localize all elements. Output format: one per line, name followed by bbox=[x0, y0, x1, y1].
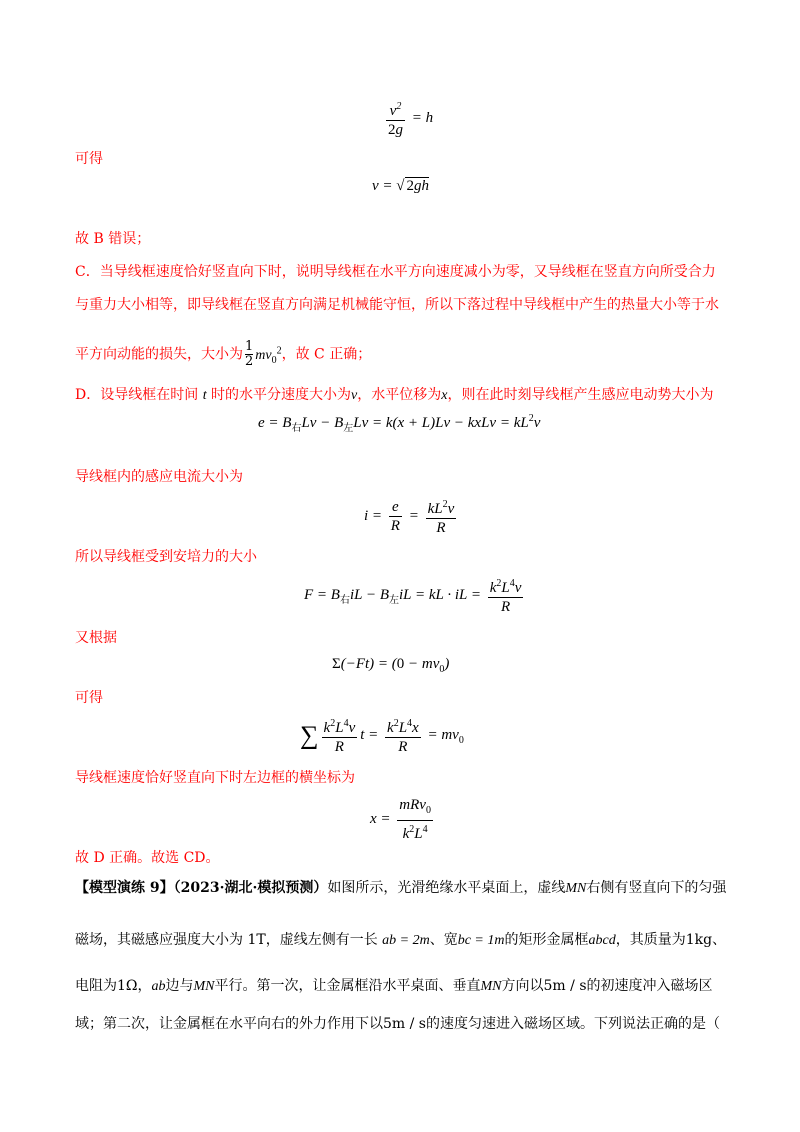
text-force-intro: 所以导线框受到安培力的大小 bbox=[75, 549, 257, 565]
text-d-line-b: 时的水平分速度大小为 bbox=[211, 387, 352, 403]
problem-line4 bbox=[75, 1014, 720, 1034]
text-d-line-d: ，则在此时刻导线框产生感应电动势大小为 bbox=[447, 387, 714, 403]
text-keyi-2: 可得 bbox=[75, 690, 103, 706]
fraction-one-half: $\frac{1}{2}$ bbox=[245, 339, 254, 369]
math-speed-1: 5m / s bbox=[543, 978, 587, 994]
text-d-line bbox=[75, 385, 713, 406]
text-d-line-c: ，水平位移为 bbox=[357, 387, 442, 403]
math-mv0-squared: $mv_0^2$ bbox=[255, 344, 282, 366]
problem-text8: 电阻为1Ω， bbox=[75, 978, 152, 994]
text-current-intro: 导线框内的感应电流大小为 bbox=[75, 469, 243, 485]
math-bc-val: bc = 1m bbox=[457, 933, 505, 948]
text-c-line1: C．当导线框速度恰好竖直向下时，说明导线框在水平方向速度减小为零，又导线框在竖直方向所受合力 bbox=[75, 264, 716, 280]
problem-text11: 方向以 bbox=[501, 978, 544, 994]
equation-sum: ∑ $\frac{k^2L^4v}{R}$ t = $\frac{k^2L^4x}{R}$ = $mv_0$ bbox=[300, 715, 464, 756]
fraction-x: $\frac{mRv_0}{k^2L^4}$ bbox=[399, 797, 431, 842]
problem-line2 bbox=[75, 930, 726, 951]
equation-energy: $\frac{v^2}{2g}$ = h bbox=[383, 98, 433, 139]
math-ab: ab bbox=[151, 979, 166, 994]
problem-text14: 的速度匀速进入磁场区域。下列说法正确的是（ bbox=[425, 1016, 720, 1032]
text-coord-intro: 导线框速度恰好竖直向下时左边框的横坐标为 bbox=[75, 770, 355, 786]
text-c-line3-a: 平方向动能的损失，大小为 bbox=[75, 346, 243, 363]
fraction-kl2v-over-r: $\frac{kL^2v}{R}$ bbox=[426, 496, 457, 537]
problem-line3 bbox=[75, 976, 713, 997]
problem-text4: 、宽 bbox=[429, 932, 458, 948]
problem-text5: 的矩形金属框 bbox=[504, 932, 589, 948]
fraction-sum-1: $\frac{k^2L^4v}{R}$ bbox=[322, 715, 358, 756]
problem-text6: ，其质量为 bbox=[615, 932, 686, 948]
equation-emf: $e = B_右Lv - B_左Lv = k(x + L)Lv$ − kxLv = $kL^2v$ bbox=[258, 413, 541, 434]
problem-source: （2023·湖北·模拟预测） bbox=[173, 880, 328, 896]
math-x: x bbox=[441, 388, 448, 403]
text-c-line2: 与重力大小相等，即导线框在竖直方向满足机械能守恒，所以下落过程中导线框中产生的热量大小等于水 bbox=[75, 297, 719, 313]
equation-current: i = $\frac{e}{R}$ = $\frac{kL^2v}{R}$ bbox=[364, 496, 459, 537]
math-t: t bbox=[202, 388, 207, 403]
text-again: 又根据 bbox=[75, 630, 117, 646]
text-keyi-1: 可得 bbox=[75, 151, 103, 167]
problem-text3: 磁场，其磁感应强度大小为 1T，虚线左侧有一长 bbox=[75, 932, 378, 948]
text-d-line-a: D．设导线框在时间 bbox=[75, 387, 199, 403]
fraction-sum-2: $\frac{k^2L^4x}{R}$ bbox=[385, 715, 421, 756]
equation-force: $F = B_右iL - B_左iL$ = kL · iL = $\frac{k^2L^4v}{R}$ bbox=[304, 575, 526, 616]
equation-impulse: $\Sigma(-Ft) = (0 - mv_0)$ bbox=[332, 656, 450, 675]
problem-text12: 的初速度冲入磁场区 bbox=[586, 978, 713, 994]
math-ab-val: ab = 2m bbox=[382, 933, 430, 948]
fraction-v2-over-2g: $\frac{v^2}{2g}$ bbox=[386, 98, 405, 139]
math-mn-3: MN bbox=[480, 979, 502, 994]
math-speed-2: 5m / s bbox=[383, 1016, 426, 1032]
problem-line1 bbox=[75, 878, 726, 899]
math-abcd: abcd bbox=[588, 933, 616, 948]
math-mass: 1kg bbox=[685, 932, 713, 948]
problem-text10: 平行。第一次，让金属框沿水平桌面、垂直 bbox=[214, 978, 481, 994]
problem-tag: 【模型演练 9】 bbox=[75, 880, 174, 896]
equation-x: x = $\frac{mRv_0}{k^2L^4}$ bbox=[370, 797, 431, 842]
text-c-line3-b: ，故 C 正确； bbox=[281, 346, 372, 363]
problem-text2: 右侧有竖直向下的匀强 bbox=[586, 880, 727, 896]
equation-velocity: v = √ 2gh bbox=[372, 178, 430, 194]
text-b-wrong: 故 B 错误； bbox=[75, 231, 151, 247]
problem-text1: 如图所示，光滑绝缘水平桌面上，虚线 bbox=[327, 880, 566, 896]
math-mn-2: MN bbox=[193, 979, 215, 994]
problem-text9: 边与 bbox=[165, 978, 194, 994]
math-v: v bbox=[351, 388, 358, 403]
fraction-e-over-r: $\frac{e}{R}$ bbox=[390, 499, 400, 534]
problem-text7: 、 bbox=[712, 932, 727, 948]
math-mn-1: MN bbox=[565, 881, 587, 896]
problem-text13: 域；第二次，让金属框在水平向右的外力作用下以 bbox=[75, 1016, 383, 1032]
text-c-line3 bbox=[75, 340, 371, 370]
fraction-force: $\frac{k^2L^4v}{R}$ bbox=[488, 575, 524, 616]
text-d-correct: 故 D 正确。故选 CD。 bbox=[75, 850, 220, 866]
